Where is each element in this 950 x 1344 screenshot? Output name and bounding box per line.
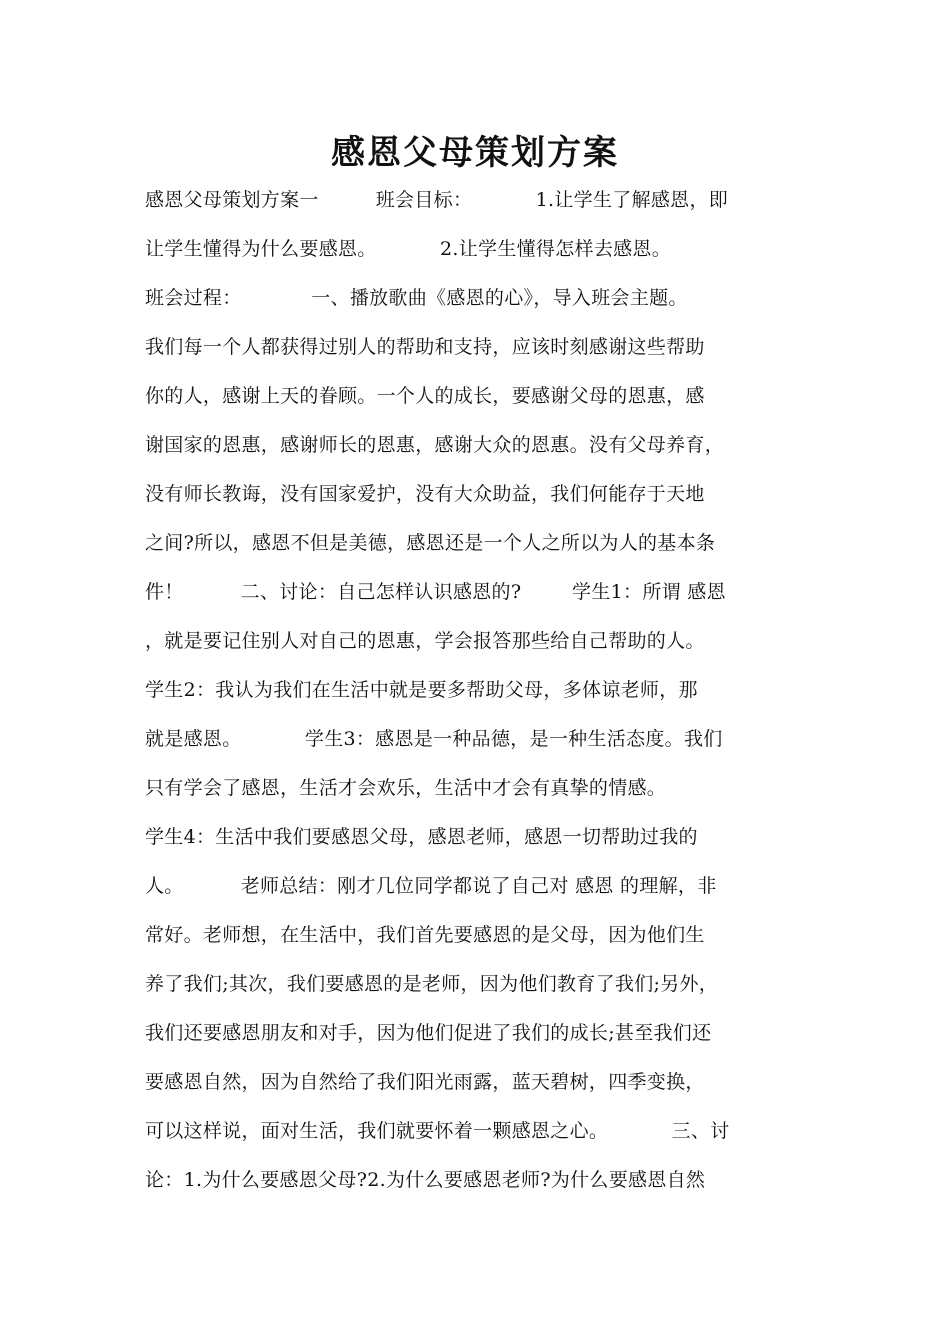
body-line: 养了我们;其次，我们要感恩的是老师，因为他们教育了我们;另外， [145,973,719,995]
document-body [145,176,825,1205]
body-line: 论：1.为什么要感恩父母?2.为什么要感恩老师?为什么要感恩自然 [145,1169,706,1191]
body-line: 要感恩自然，因为自然给了我们阳光雨露，蓝天碧树，四季变换， [145,1071,705,1093]
body-line: 之间?所以，感恩不但是美德，感恩还是一个人之所以为人的基本条 [145,532,716,554]
body-line: 没有师长教诲，没有国家爱护，没有大众助益，我们何能存于天地 [145,483,705,505]
body-line: 就是感恩。 学生3：感恩是一种品德，是一种生活态度。我们 [145,728,723,750]
body-line: 可以这样说，面对生活，我们就要怀着一颗感恩之心。 三、讨 [145,1120,730,1142]
body-line: 学生4：生活中我们要感恩父母，感恩老师，感恩一切帮助过我的 [145,826,698,848]
body-line: 我们每一个人都获得过别人的帮助和支持，应该时刻感谢这些帮助 [145,336,705,358]
body-line: 只有学会了感恩，生活才会欢乐，生活中才会有真挚的情感。 [145,777,667,799]
body-line: 你的人，感谢上天的眷顾。一个人的成长，要感谢父母的恩惠，感 [145,385,705,407]
body-line: 人。 老师总结：刚才几位同学都说了自己对 感恩 的理解，非 [145,875,717,897]
body-line: ，就是要记住别人对自己的恩惠，学会报答那些给自己帮助的人。 [145,630,705,652]
body-line: 学生2：我认为我们在生活中就是要多帮助父母，多体谅老师，那 [145,679,698,701]
body-line: 件！ 二、讨论：自己怎样认识感恩的? 学生1：所谓 感恩 [145,581,726,603]
body-line: 谢国家的恩惠，感谢师长的恩惠，感谢大众的恩惠。没有父母养育， [145,434,725,456]
body-line: 我们还要感恩朋友和对手，因为他们促进了我们的成长;甚至我们还 [145,1022,712,1044]
document-title: 感恩父母策划方案 [331,133,619,173]
body-line: 班会过程： 一、播放歌曲《感恩的心》，导入班会主题。 [145,287,688,309]
body-line: 让学生懂得为什么要感恩。 2.让学生懂得怎样去感恩。 [145,238,672,260]
body-line: 感恩父母策划方案一 班会目标： 1.让学生了解感恩，即 [145,189,729,211]
body-line: 常好。老师想，在生活中，我们首先要感恩的是父母，因为他们生 [145,924,705,946]
